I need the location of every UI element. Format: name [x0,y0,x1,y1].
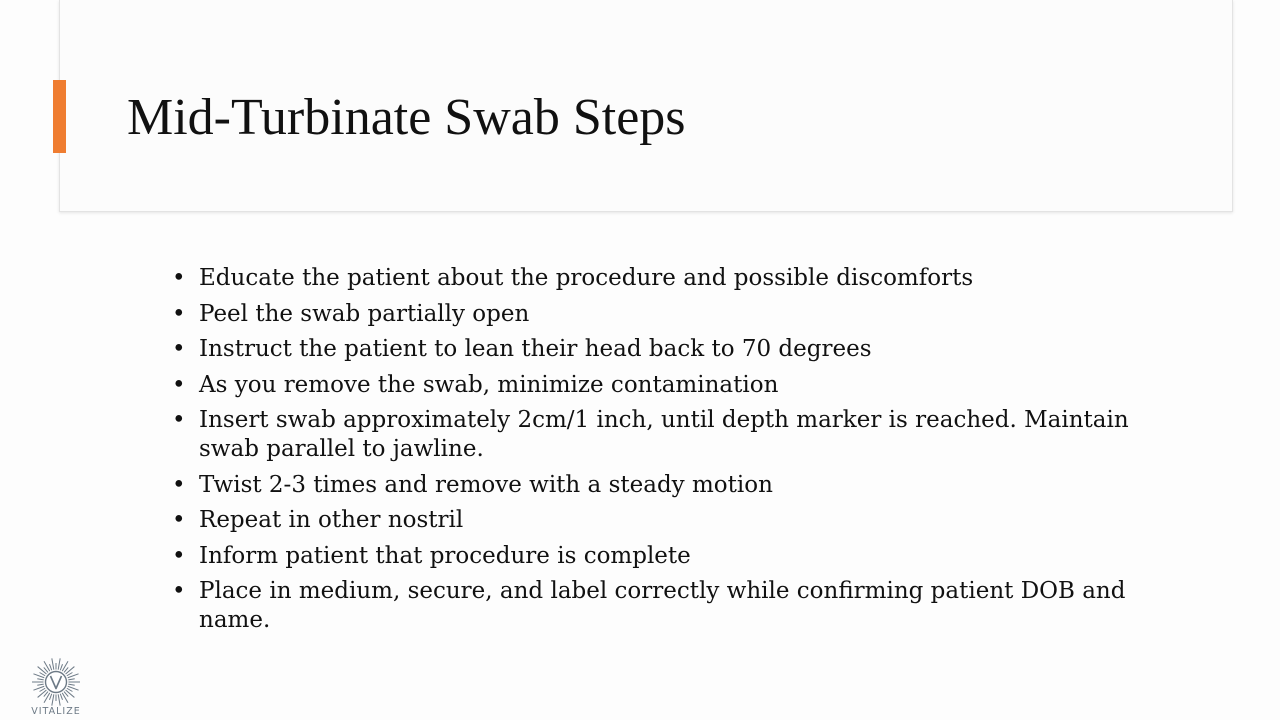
logo-ray [37,684,43,685]
bullet-item: • Peel the swab partially open [172,300,530,327]
bullet-item: • Insert swab approximately 2cm/1 inch, until depth marker is reached. Maintain swab parallel to jawline. [172,407,1129,462]
logo-ray [50,694,52,700]
logo-ray [66,690,75,697]
logo-ray [62,661,68,671]
logo-ray [60,664,62,670]
logo-ray [37,679,43,680]
logo-ray [66,667,75,674]
bullet-item: • Place in medium, secure, and label correctly while confirming patient DOB and name. [172,578,1126,633]
logo-ray [68,679,74,680]
logo-ray [67,673,73,676]
bullet-item: • Twist 2-3 times and remove with a steady motion [172,471,773,498]
bullet-item: • Instruct the patient to lean their head back to 70 degrees [172,336,872,362]
bullet-dot-icon: • [172,371,186,398]
logo-ray [60,694,62,700]
bullet-item: • Inform patient that procedure is complete [172,542,691,569]
slide-title: Mid-Turbinate Swab Steps [127,89,686,146]
bullet-dot-icon: • [172,542,186,569]
bullet-item: • Educate the patient about the procedure and possible discomforts [172,265,974,291]
bullet-dot-icon: • [172,336,186,362]
bullet-list [172,264,1152,642]
bullet-dot-icon: • [172,265,186,291]
logo-ray [58,694,60,705]
logo-ray [40,673,46,676]
bullet-item: • As you remove the swab, minimize contamination [172,371,779,398]
logo-ray [38,667,47,674]
sunburst-v-icon [26,656,86,708]
logo-text: VITALIZE [31,706,81,717]
bullet-dot-icon: • [172,578,186,604]
logo-ray [58,658,60,669]
logo-ray [40,688,46,691]
logo-ray [52,694,54,705]
bullet-dot-icon: • [172,300,186,327]
logo-ray [62,693,68,703]
logo-ray [68,684,74,685]
logo-ray [52,658,54,669]
logo-ray [67,688,73,691]
bullet-dot-icon: • [172,407,186,433]
bullet-dot-icon: • [172,471,186,498]
accent-bar [53,80,66,153]
logo-ray [44,693,50,703]
logo-ray [50,664,52,670]
logo-ray [38,690,47,697]
bullet-item: • Repeat in other nostril [172,507,464,533]
logo-ray [44,661,50,671]
bullet-dot-icon: • [172,507,186,533]
vitalize-logo [26,656,86,720]
